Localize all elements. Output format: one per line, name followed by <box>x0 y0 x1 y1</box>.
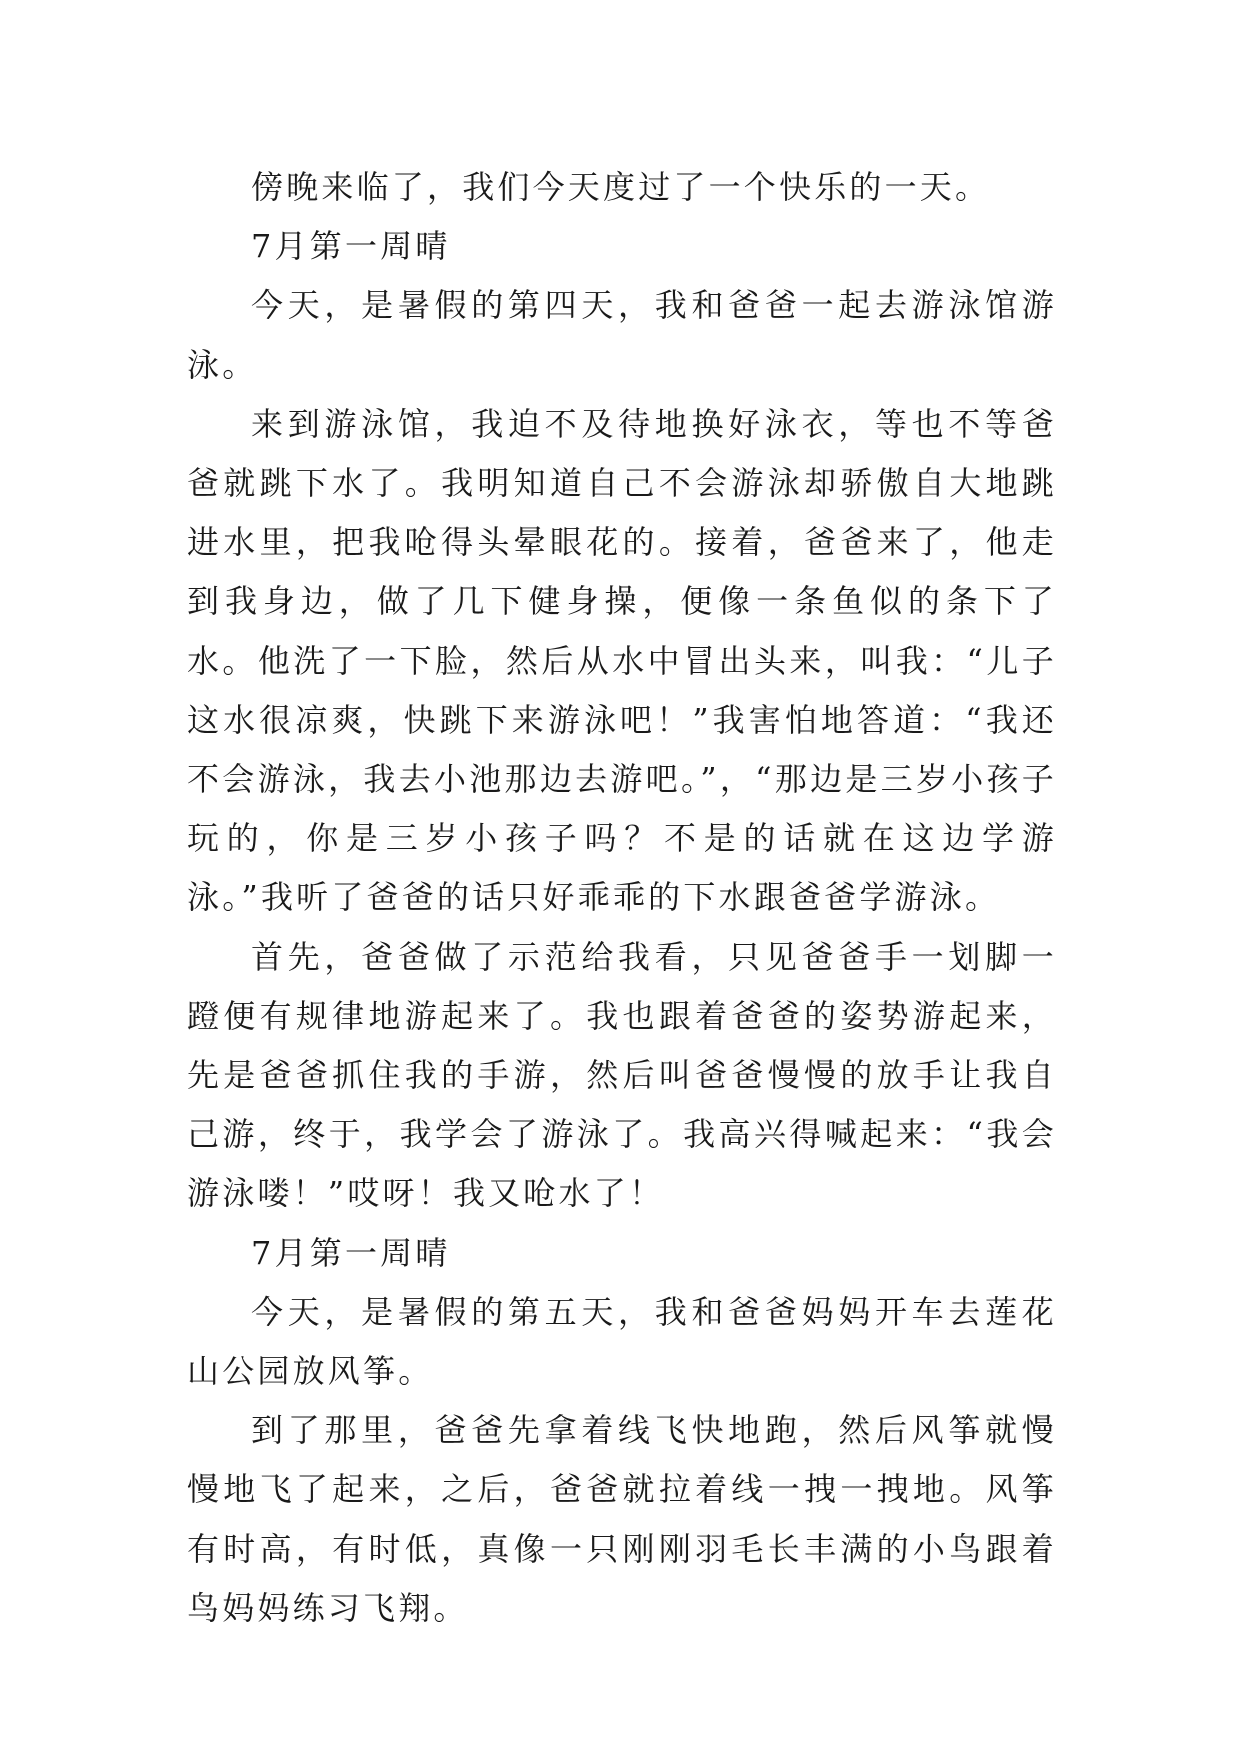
paragraph-swimming-pool: 来到游泳馆，我迫不及待地换好泳衣，等也不等爸爸就跳下水了。我明知道自己不会游泳却骄傲自大地跳进水里，把我呛得头晕眼花的。接着，爸爸来了，他走到我身边，做了几下健身操，便像一条鱼似的条下了水。他洗了一下脸，然后从水中冒出头来，叫我：“儿子这水很凉爽，快跳下来游泳吧！”我害怕地答道：“我还不会游泳，我去小池那边去游吧。”，“那边是三岁小孩子玩的，你是三岁小孩子吗？不是的话就在这边学游泳。”我听了爸爸的话只好乖乖的下水跟爸爸学游泳。 <box>187 404 1057 917</box>
paragraph-day-five-intro: 今天，是暑假的第五天，我和爸爸妈妈开车去莲花山公园放风筝。 <box>187 1292 1057 1391</box>
paragraph-learning-to-swim: 首先，爸爸做了示范给我看，只见爸爸手一划脚一蹬便有规律地游起来了。我也跟着爸爸的姿势游起来，先是爸爸抓住我的手游，然后叫爸爸慢慢的放手让我自己游，终于，我学会了游泳了。我高兴得喊起来：“我会游泳喽！”哎呀！我又呛水了！ <box>187 937 1057 1213</box>
diary-date-heading: 7月第一周晴 <box>251 227 451 266</box>
diary-date-heading: 7月第一周晴 <box>251 1233 451 1272</box>
document-body <box>187 158 1057 1638</box>
paragraph-evening-summary: 傍晚来临了，我们今天度过了一个快乐的一天。 <box>251 168 991 206</box>
paragraph-kite-flying: 到了那里，爸爸先拿着线飞快地跑，然后风筝就慢慢地飞了起来，之后，爸爸就拉着线一拽一拽地。风筝有时高，有时低，真像一只刚刚羽毛长丰满的小鸟跟着鸟妈妈练习飞翔。 <box>187 1411 1057 1627</box>
paragraph-day-four-intro: 今天，是暑假的第四天，我和爸爸一起去游泳馆游泳。 <box>187 286 1057 384</box>
